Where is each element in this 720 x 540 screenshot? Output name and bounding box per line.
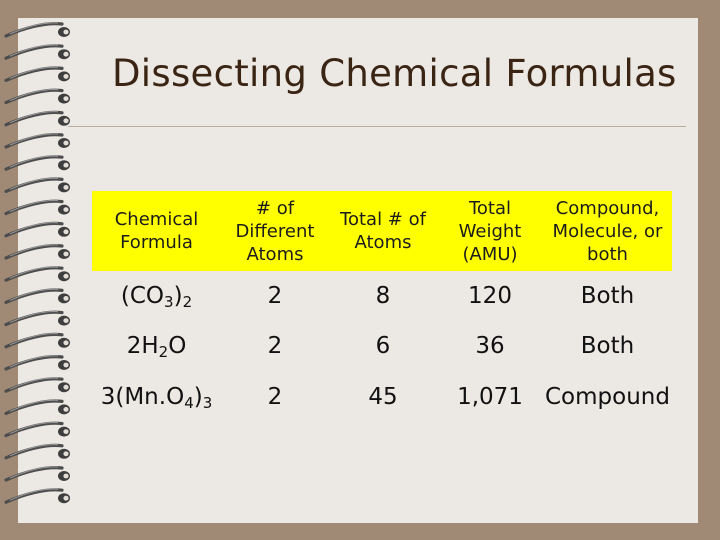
title-divider	[68, 126, 686, 127]
table-row	[92, 271, 672, 321]
type-cell: Both	[580, 333, 635, 359]
spiral-ring	[6, 334, 70, 348]
different-atoms-cell: 2	[267, 333, 283, 359]
spiral-ring	[6, 356, 70, 370]
spiral-ring	[6, 23, 70, 37]
total-weight-cell: 36	[475, 333, 505, 359]
spiral-ring	[6, 489, 70, 503]
spiral-binding	[0, 0, 90, 540]
type-cell: Compound	[545, 384, 670, 410]
spiral-ring	[6, 422, 70, 436]
header-chemical-formula: Chemical Formula	[92, 191, 221, 271]
spiral-ring	[6, 400, 70, 414]
spiral-ring	[6, 467, 70, 481]
total-weight-cell: 120	[468, 283, 512, 309]
different-atoms-cell: 2	[267, 384, 283, 410]
formula-cell: $(CO_3)_2$	[120, 283, 193, 311]
total-atoms-cell: 6	[375, 333, 391, 359]
spiral-ring	[6, 200, 70, 214]
table-header-row	[92, 191, 672, 271]
spiral-ring	[6, 67, 70, 81]
total-weight-cell: 1,071	[457, 384, 523, 410]
spiral-ring	[6, 245, 70, 259]
header-total-weight: Total Weight (AMU)	[437, 191, 543, 271]
table-row	[92, 321, 672, 371]
header-compound-molecule: Compound, Molecule, or both	[543, 191, 672, 271]
total-atoms-cell: 45	[368, 384, 398, 410]
spiral-ring	[6, 223, 70, 237]
page-title: Dissecting Chemical Formulas	[112, 52, 677, 95]
spiral-ring	[6, 378, 70, 392]
formula-cell: $3(Mn.O_4)_3$	[100, 384, 213, 412]
table-row	[92, 371, 672, 423]
formula-cell: $2H_2O$	[126, 333, 187, 361]
spiral-ring	[6, 156, 70, 170]
formula-table	[92, 191, 672, 423]
spiral-ring	[6, 89, 70, 103]
different-atoms-cell: 2	[267, 283, 283, 309]
header-total-atoms: Total # of Atoms	[329, 191, 437, 271]
spiral-ring	[6, 445, 70, 459]
spiral-ring	[6, 112, 70, 126]
spiral-ring	[6, 45, 70, 59]
spiral-ring	[6, 134, 70, 148]
spiral-ring	[6, 311, 70, 325]
spiral-ring	[6, 178, 70, 192]
spiral-ring	[6, 289, 70, 303]
type-cell: Both	[580, 283, 635, 309]
total-atoms-cell: 8	[375, 283, 391, 309]
header-different-atoms: # of Different Atoms	[221, 191, 329, 271]
spiral-ring	[6, 267, 70, 281]
